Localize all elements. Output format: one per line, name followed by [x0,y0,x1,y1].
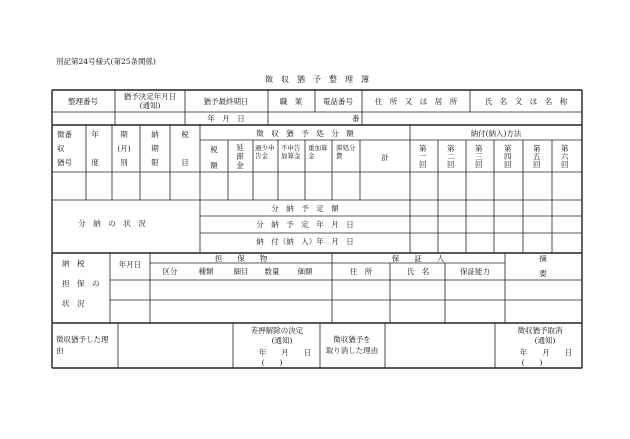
nouki-3: 限 [151,158,159,167]
bunno-nofu: 納 付（納 入）年 月 日 [256,237,354,246]
torikeshi-riyu-2: 取り消した理由 [325,346,379,355]
tekiyo-2: 要 [539,269,547,278]
chosa-bango-3: 猶号 [57,158,72,167]
mushinkoku-label: 不申告加算金 [281,144,301,160]
zeigaku-1: 税 [210,145,218,154]
riyu-label-2: 由 [56,346,64,355]
nendo-2: 度 [91,158,99,167]
juka-label: 重加算金 [308,144,328,160]
row1-ban: 番 [352,114,360,123]
nouki-2: 期 [151,144,159,153]
sashiosae-label-1: 差押解除の決定 [250,326,304,335]
nouki-1: 納 [151,130,159,139]
nendo-1: 年 [91,130,99,139]
kai-1: 第一回 [419,144,427,169]
form-number-label: 別記第24号様式(第25条関係) [56,57,156,66]
chosa-bango-1: 徵番 [57,130,72,139]
sashiosae-paren: ( ) [261,358,283,367]
page-title: 徵 収 猶 予 整 理 簿 [265,75,369,84]
torikeshi-label-1: 徵収猶予取消 [517,326,563,335]
denwa-header: 電話番号 [323,97,353,106]
shimei-header: 氏 名 又 は 名 称 [484,97,568,106]
torikeshi-paren: ( ) [521,358,543,367]
hosho-jusho: 住 所 [349,267,373,276]
tanpo-label-3: 状 況 [62,299,85,308]
sashiosae-ymd: 年 月 日 [258,348,312,357]
tanpo-kagaku: 価額 [297,267,313,276]
tanpo-shurui: 種類 [198,267,214,276]
zeigaku-2: 額 [210,161,218,170]
kai-4: 第四回 [504,144,512,169]
torikeshi-label-2: (通知) [534,336,556,345]
kettei-date-header: 猶予決定年月日 [123,92,177,101]
bunno-teigaku: 分 納 予 定 額 [271,204,339,213]
riyu-label-1: 徵収猶予した理 [56,335,109,344]
torikeshi-riyu-1: 徵収猶予を [333,335,371,344]
tekiyo-1: 摘 [539,254,547,263]
hosho-nin-header: 保 証 人 [391,254,445,263]
chosa-bango-2: 収 [57,144,65,153]
seiri-bango-header: 整理番号 [68,97,98,106]
sashiosae-label-2: (通知) [271,336,293,345]
hosho-noryoku: 保証能力 [460,267,490,276]
zeimoku-1: 税 [181,130,189,139]
kai-2: 第二回 [447,144,455,169]
bunno-yotei: 分 納 予 定 年 月 日 [256,220,354,229]
ki-2: (月) [117,144,131,153]
bunno-label: 分 納 の 状 況 [78,219,146,228]
torikeshi-ymd: 年 月 日 [519,348,573,357]
tanpo-butsu-header: 担 保 物 [214,254,268,263]
kai-5: 第五回 [533,144,541,169]
entai-label: 延 滞 金 [236,143,244,170]
nofu-title: 納付(納入)方法 [470,129,522,138]
tanpo-nengappi: 年月日 [118,260,142,269]
hosho-shimei: 氏 名 [406,267,430,276]
kettei-notice-header: (通知) [139,101,161,110]
tanpo-saimoku: 細目 [233,267,249,276]
kai-3: 第三回 [475,144,483,169]
row1-ymd: 年 月 日 [207,114,245,123]
shokugyo-header: 職 業 [279,97,303,106]
zeimoku-2: 目 [181,158,189,167]
jusho-header: 住 所 又 は 居 所 [374,97,458,106]
kei-label: 計 [381,153,389,162]
saishu-kigen-header: 猶予最終期日 [203,97,249,106]
ki-1: 期 [120,130,128,139]
kaso-fuse-label: 過少申告金 [255,144,275,160]
tanpo-kubun: 区分 [162,267,178,276]
taino-label: 滞処分費 [336,144,356,160]
tanpo-label-1: 納 税 [62,259,85,268]
tanpo-suryo: 数量 [264,267,280,276]
kai-6: 第六回 [561,144,569,169]
ki-3: 別 [120,158,128,167]
bunrui-title: 徵 収 猶 予 処 分 額 [256,129,354,138]
tanpo-label-2: 担 保 の [62,279,100,288]
